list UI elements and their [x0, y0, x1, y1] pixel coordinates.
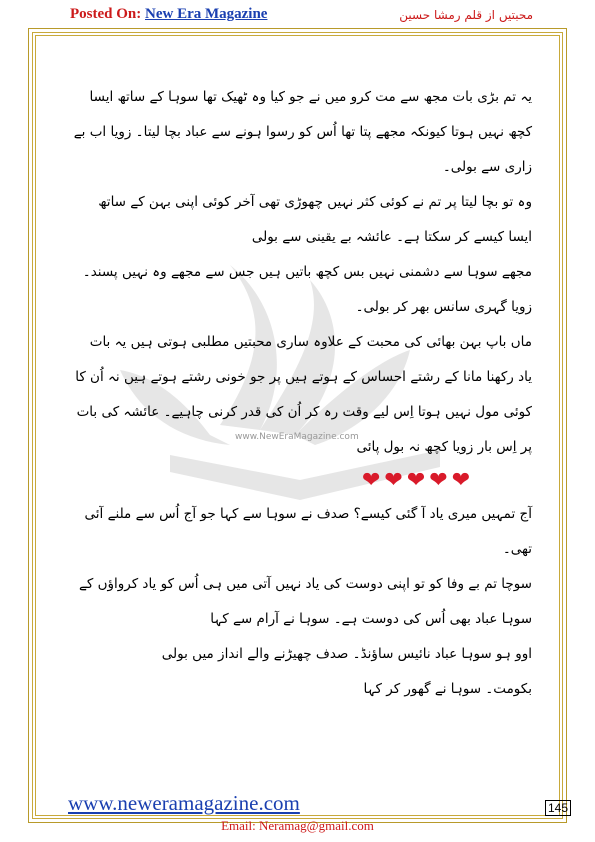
paragraph-7: اوو ہو سوہا عباد نائیس ساؤنڈ۔ صدف چھیڑنے والے انداز میں بولی — [161, 646, 532, 662]
paragraph-5: آج تمہیں میری یاد آ گئی کیسے؟ صدف نے سوہا سے کہا جو آج اُس سے ملنے آئی تھی۔ — [84, 506, 532, 557]
paragraph-4: ماں باپ بہن بھائی کی محبت کے علاوہ ساری محبتیں مطلبی ہوتی ہیں یہ بات یاد رکھنا مانا کے رشتے احساس کے ہوتے ہیں پر جو خونی رشتے ہوتے ہیں نہ اُن کا کوئی مول نہیں ہوتا اِس لیے وقت رہ کر اُن کی قدر کرنی چاہیے۔ عائشہ کی بات پر اِس بار زویا کچھ نہ بول پائی — [75, 334, 532, 455]
watermark-url: www.NewEraMagazine.com — [235, 432, 359, 442]
magazine-link[interactable]: New Era Magazine — [145, 6, 268, 22]
hearts-divider: ❤❤❤❤❤ — [362, 468, 475, 493]
paragraph-1: یہ تم بڑی بات مجھ سے مت کرو میں نے جو کیا وہ ٹھیک تھا سوہا کے ساتھ ایسا کچھ نہیں ہوتا کیونکہ مجھے پتا تھا اُس کو رسوا ہونے سے عباد بچا لیتا۔ زویا اب بے زاری سے بولی۔ — [73, 89, 532, 175]
paragraph-2: وہ تو بچا لیتا پر تم نے کوئی کثر نہیں چھوڑی تھی آخر کوئی اپنی بہن کے ساتھ ایسا کیسے کر سکتا ہے۔ عائشہ بے یقینی سے بولی — [98, 194, 532, 245]
posted-on-label: Posted On: — [70, 6, 142, 22]
email-footer: Email: Neramag@gmail.com — [221, 818, 374, 833]
posted-on-header — [70, 6, 267, 23]
page-number: 145 — [545, 800, 571, 816]
paragraph-6: سوچا تم بے وفا کو تو اپنی دوست کی یاد نہیں آتی میں ہی اُس کو یاد کرواؤں کے سوہا عباد بھی اُس کی دوست ہے۔ سوہا نے آرام سے کہا — [78, 576, 532, 627]
article-body — [72, 80, 532, 707]
paragraph-3: مجھے سوہا سے دشمنی نہیں بس کچھ باتیں ہیں جس سے مجھے وہ نہیں پسند۔ زویا گہری سانس بھر کر بولی۔ — [82, 264, 532, 315]
website-link[interactable]: www.neweramagazine.com — [68, 791, 300, 815]
story-title: محبتیں از قلم رمشا حسین — [399, 8, 533, 22]
paragraph-8: بکومت۔ سوہا نے گھور کر کہا — [363, 681, 532, 697]
